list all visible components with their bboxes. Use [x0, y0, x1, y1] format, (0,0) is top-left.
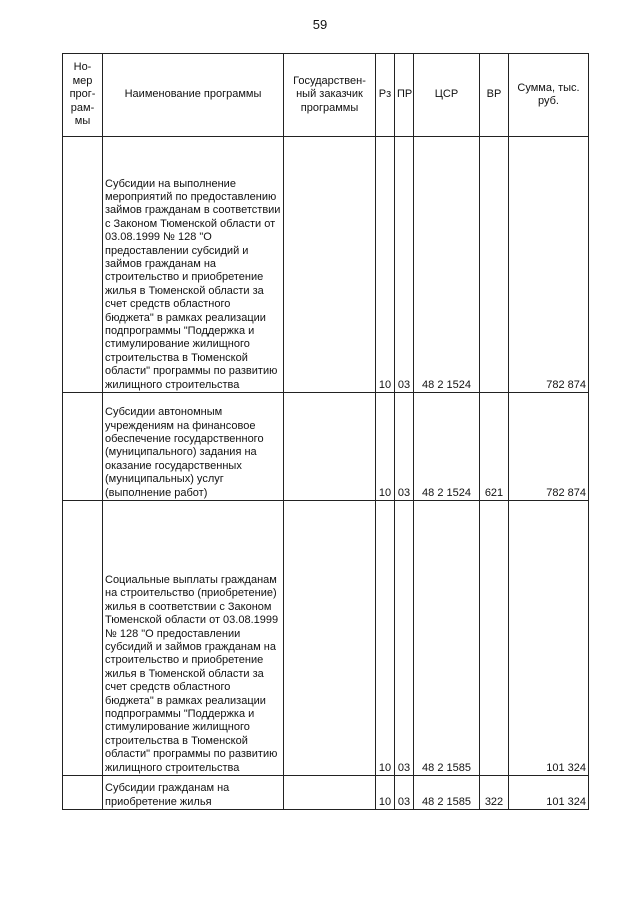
cell-customer: [284, 393, 376, 501]
cell-pr: 03: [395, 137, 414, 393]
header-rz: Рз: [376, 54, 395, 137]
cell-rz: 10: [376, 776, 395, 810]
header-program-name: Наименование программы: [103, 54, 284, 137]
page-number: 59: [312, 17, 328, 32]
budget-table: [62, 53, 589, 810]
table-row: [63, 776, 589, 810]
table-row: [63, 393, 589, 501]
cell-csr: 48 2 1524: [414, 393, 480, 501]
cell-customer: [284, 501, 376, 776]
table-row: [63, 501, 589, 776]
cell-vr: 621: [480, 393, 509, 501]
cell-pr: 03: [395, 776, 414, 810]
cell-csr: 48 2 1585: [414, 501, 480, 776]
header-state-customer: Государствен-ный заказчик программы: [284, 54, 376, 137]
cell-rz: 10: [376, 137, 395, 393]
cell-name: Субсидии на выполнение мероприятий по предоставлению займов гражданам в соответствии с Законом Тюменской области от 03.08.1999 № 128 "О предоставлении субсидий и займов гражданам на строительство и приобретение жилья в Тюменской области за счет средств областного бюджета" в рамках реализации подпрограммы "Поддержка и стимулирование жилищного строительства в Тюменской области" программы по развитию жилищного строительства: [103, 137, 284, 393]
cell-customer: [284, 137, 376, 393]
cell-csr: 48 2 1585: [414, 776, 480, 810]
table-row: [63, 137, 589, 393]
cell-sum: 782 874: [509, 137, 589, 393]
cell-name: Субсидии автономным учреждениям на финансовое обеспечение государственного (муниципального) задания на оказание государственных (муниципальных) услуг (выполнение работ): [103, 393, 284, 501]
header-program-number: Но-мер прог-рам-мы: [63, 54, 103, 137]
cell-sum: 782 874: [509, 393, 589, 501]
cell-csr: 48 2 1524: [414, 137, 480, 393]
cell-number: [63, 393, 103, 501]
cell-sum: 101 324: [509, 501, 589, 776]
cell-number: [63, 137, 103, 393]
cell-vr: [480, 501, 509, 776]
header-vr: ВР: [480, 54, 509, 137]
cell-pr: 03: [395, 393, 414, 501]
cell-name: Социальные выплаты гражданам на строительство (приобретение) жилья в соответствии с Законом Тюменской области от 03.08.1999 № 128 "О предоставлении субсидий и займов гражданам на строительство и приобретение жилья в Тюменской области за счет средств областного бюджета" в рамках реализации подпрограммы "Поддержка и стимулирование жилищного строительства в Тюменской области" программы по развитию жилищного строительства: [103, 501, 284, 776]
cell-number: [63, 501, 103, 776]
header-csr: ЦСР: [414, 54, 480, 137]
cell-rz: 10: [376, 501, 395, 776]
cell-pr: 03: [395, 501, 414, 776]
table-header-row: [63, 54, 589, 137]
cell-customer: [284, 776, 376, 810]
header-pr: ПР: [395, 54, 414, 137]
cell-vr: 322: [480, 776, 509, 810]
cell-sum: 101 324: [509, 776, 589, 810]
cell-vr: [480, 137, 509, 393]
cell-rz: 10: [376, 393, 395, 501]
cell-number: [63, 776, 103, 810]
header-sum: Сумма, тыс. руб.: [509, 54, 589, 137]
cell-name: Субсидии гражданам на приобретение жилья: [103, 776, 284, 810]
